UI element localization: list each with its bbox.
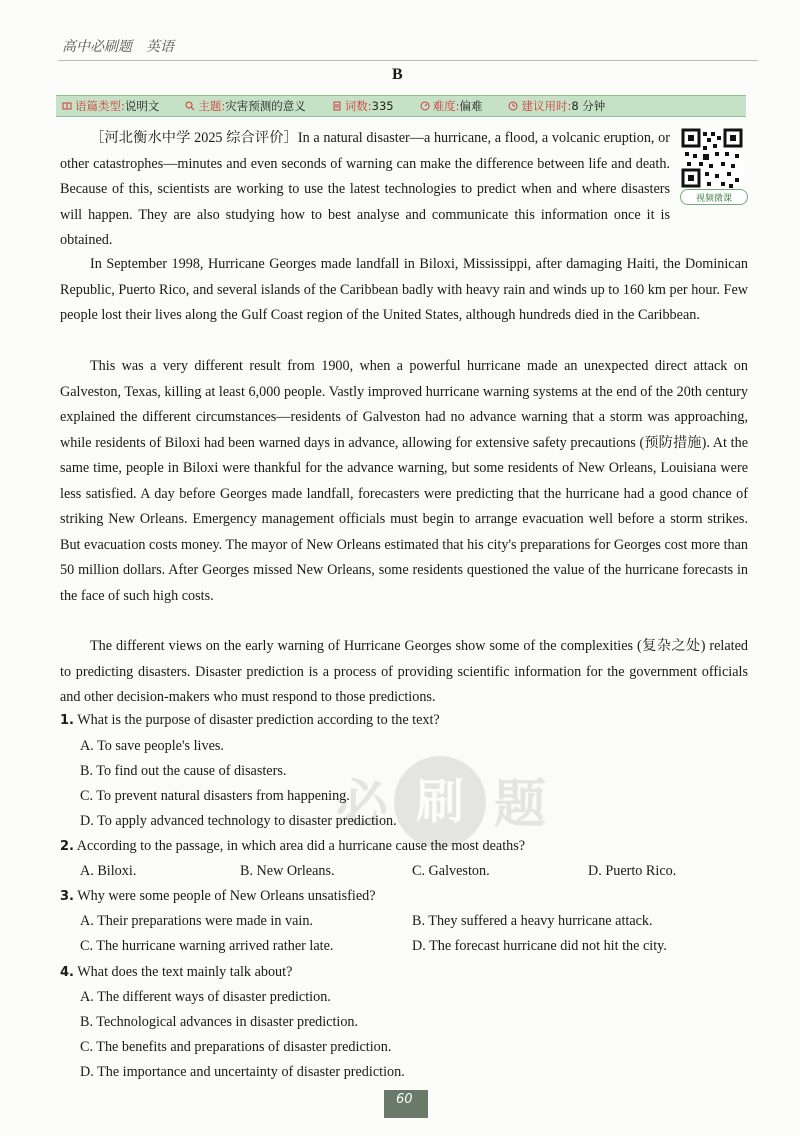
difficulty-info [420, 98, 483, 114]
qr-code-icon[interactable] [677, 128, 747, 190]
question-2-text: According to the passage, in which area did a hurricane cause the most deaths? [76, 838, 526, 854]
difficulty-value: 偏难 [459, 99, 483, 113]
q1-option-a[interactable]: A. To save people's lives. [80, 738, 224, 754]
words-key: 词数: [344, 99, 372, 113]
q2-option-a[interactable]: A. Biloxi. [80, 863, 137, 879]
q1-option-c[interactable]: C. To prevent natural disasters from happening. [80, 788, 350, 804]
q1-option-d[interactable]: D. To apply advanced technology to disaster prediction. [80, 813, 397, 829]
question-4-text: What does the text mainly talk about? [77, 964, 293, 980]
paragraph-4-text: The different views on the early warning of Hurricane Georges show some of the complexities (复杂之处) related to predicting disasters. Disaster prediction is a process of providing scientific information for the government officials and other decision-makers who must respond to those predictions. [60, 638, 748, 705]
q4-option-a[interactable]: A. The different ways of disaster prediction. [80, 989, 331, 1005]
svg-text:题: 题 [493, 775, 547, 835]
passage-paragraph-3 [60, 354, 748, 609]
paragraph-3-text: This was a very different result from 1900, when a powerful hurricane made an unexpected direct attack on Galveston, Texas, killing at least 6,000 people. Vastly improved hurricane warning systems at the end of the 20th century explained the different circumstances—residents of Galveston had no advance warning that a storm was approaching, while residents of Biloxi had been warned days in advance, allowing for extensive safety precautions (预防措施). At the same time, people in Biloxi were thankful for the advance warning, but some residents of New Orleans, Louisiana were less satisfied. A day before Georges made landfall, forecasters were predicting that the hurricane had a good chance of striking New Orleans. Emergency management officials must begin to arrange evacuation well before a storm strikes. But evacuation costs money. The mayor of New Orleans estimated that his city's preparations for Georges cost more than 50 million dollars. After Georges missed New Orleans, some residents questioned the value of the hurricane forecasts in the face of such high costs. [60, 358, 748, 604]
passage-paragraph-1 [60, 126, 670, 254]
magnifier-icon [185, 101, 195, 111]
question-4-number: 4. [60, 965, 74, 980]
question-2-number: 2. [60, 839, 74, 854]
difficulty-key: 难度: [432, 99, 460, 113]
words-value: 335 [371, 99, 394, 113]
genre-info [62, 98, 159, 114]
gauge-icon [420, 101, 430, 111]
question-3-text: Why were some people of New Orleans unsatisfied? [77, 888, 376, 904]
passage-paragraph-2 [60, 252, 748, 329]
genre-key: 语篇类型: [75, 99, 125, 113]
q1-option-b[interactable]: B. To find out the cause of disasters. [80, 763, 287, 779]
q3-option-b[interactable]: B. They suffered a heavy hurricane attack. [412, 913, 653, 929]
svg-text:必: 必 [335, 775, 389, 835]
q4-option-c[interactable]: C. The benefits and preparations of disaster prediction. [80, 1039, 392, 1055]
time-value: 8 分钟 [571, 99, 606, 113]
words-info [332, 98, 394, 114]
q3-option-d[interactable]: D. The forecast hurricane did not hit the city. [412, 938, 667, 954]
section-letter: B [392, 66, 403, 83]
book-icon [62, 101, 72, 111]
topic-value: 灾害预测的意义 [225, 99, 306, 113]
header-divider [58, 60, 758, 61]
time-key: 建议用时: [521, 99, 572, 113]
q2-option-b[interactable]: B. New Orleans. [240, 863, 335, 879]
topic-info [185, 98, 305, 114]
passage-paragraph-4 [60, 634, 748, 711]
passage-source: ［河北衡水中学 2025 综合评价］ [90, 130, 298, 146]
time-info [508, 98, 605, 114]
paragraph-2-text: In September 1998, Hurricane Georges made landfall in Biloxi, Mississippi, after damaging Haiti, the Dominican Republic, Puerto Rico, and several islands of the Caribbean badly with heavy rain and winds up to 160 km per hour. Few people lost their lives along the Gulf Coast region of the United States, although hundreds died in the Caribbean. [60, 256, 748, 323]
topic-key: 主题: [198, 99, 226, 113]
question-1 [60, 708, 440, 733]
q2-option-d[interactable]: D. Puerto Rico. [588, 863, 677, 879]
q3-option-c[interactable]: C. The hurricane warning arrived rather late. [80, 938, 334, 954]
svg-text:刷: 刷 [415, 774, 465, 830]
header-title: 高中必刷题 英语 [62, 39, 174, 55]
page-number: 60 [396, 1092, 413, 1107]
genre-value: 说明文 [124, 99, 160, 113]
q3-option-a[interactable]: A. Their preparations were made in vain. [80, 913, 313, 929]
q2-option-c[interactable]: C. Galveston. [412, 863, 490, 879]
document-icon [332, 101, 342, 111]
question-1-text: What is the purpose of disaster prediction according to the text? [77, 712, 440, 728]
question-3-number: 3. [60, 889, 74, 904]
video-lesson-label[interactable]: 视频微课 [680, 189, 748, 205]
info-bar [56, 95, 746, 117]
question-1-number: 1. [60, 713, 74, 728]
question-4 [60, 960, 292, 985]
q4-option-d[interactable]: D. The importance and uncertainty of disaster prediction. [80, 1064, 405, 1080]
q4-option-b[interactable]: B. Technological advances in disaster prediction. [80, 1014, 359, 1030]
question-3 [60, 884, 376, 909]
question-2 [60, 834, 525, 859]
paragraph-1-text: In a natural disaster—a hurricane, a flood, a volcanic eruption, or other catastrophes—minutes and even seconds of warning can make the difference between life and death. Because of this, scientists are working to use the latest technologies to predict when and where disasters will happen. They are also studying how to best analyse and communicate this information once it is obtained. [60, 130, 670, 248]
clock-icon [508, 101, 518, 111]
